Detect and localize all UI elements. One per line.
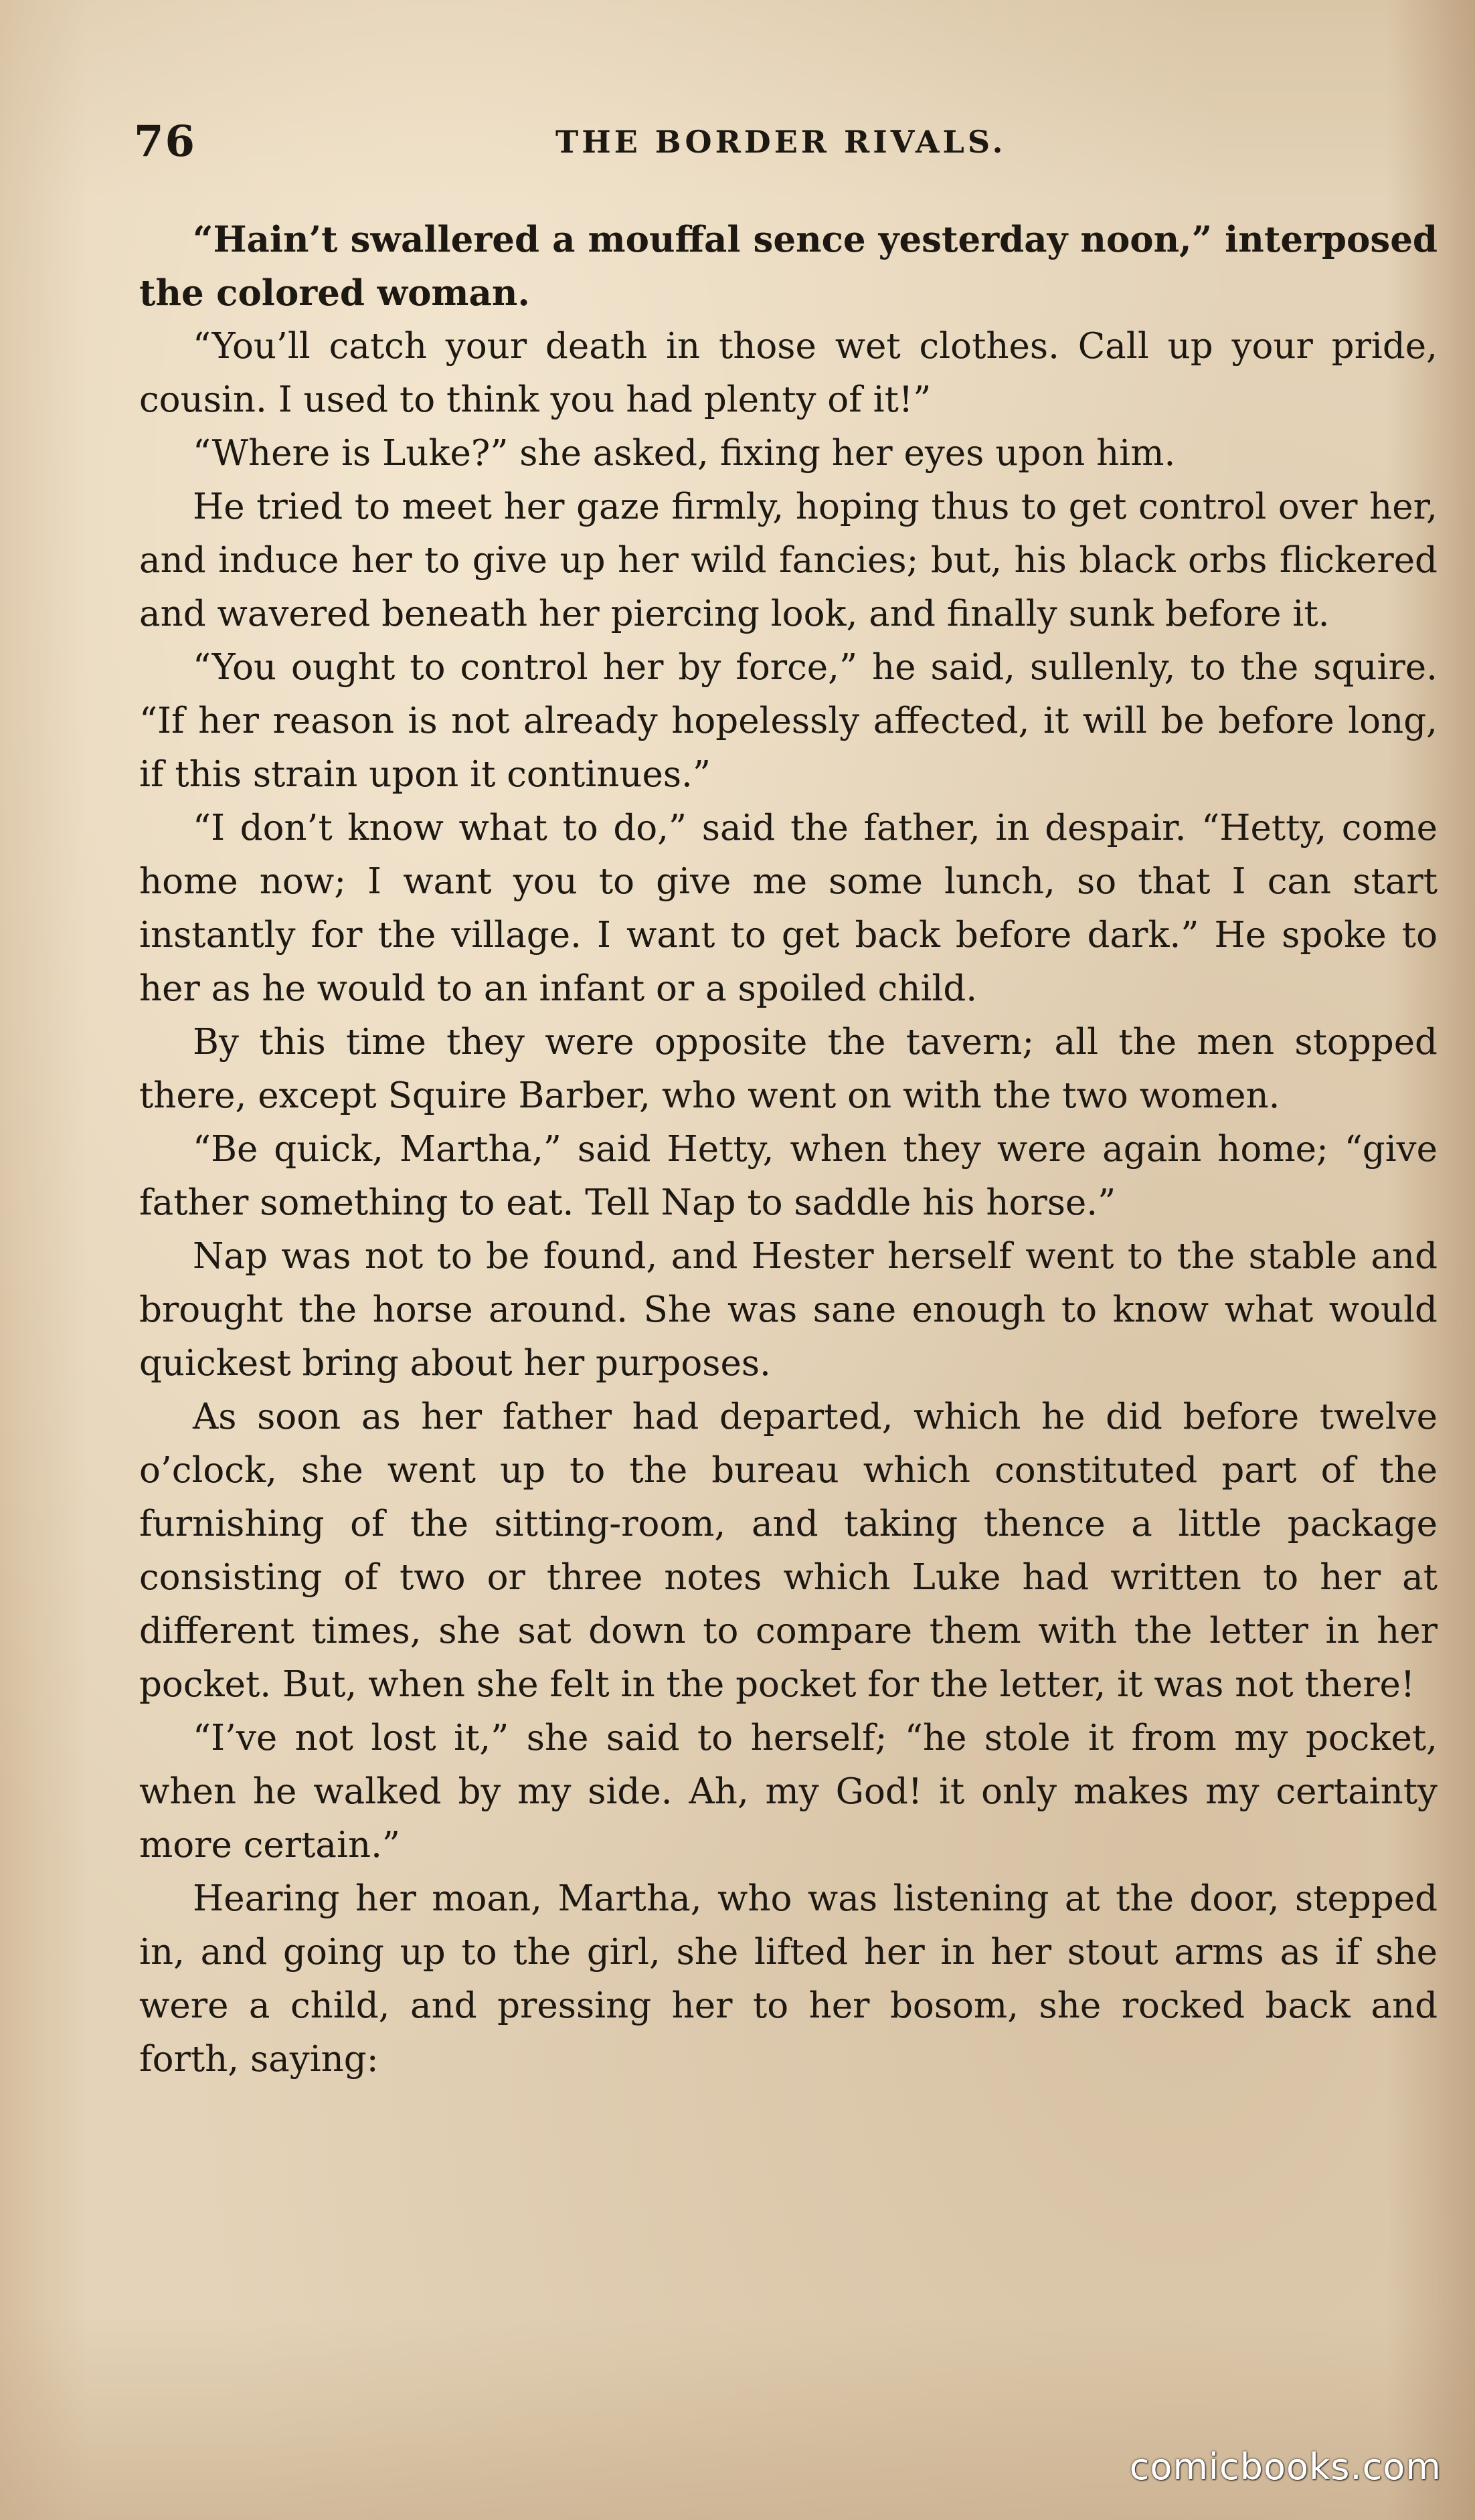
paragraph: “Hain’t swallered a mouffal sence yesterday noon,” interposed the colored woman. [139,219,1438,314]
paragraph: As soon as her father had departed, which he did before twelve o’clock, she went up to the bureau which constituted part of the furnishing of the sitting-room, and taking thence a little package consisting of two or three notes which Luke had written to her at different times, she sat down to compare them with the letter in her pocket. But, when she felt in the pocket for the letter, it was not there! [139,1397,1438,1705]
paragraph: By this time they were opposite the tavern; all the men stopped there, except Squire Barber, who went on with the two women. [139,1022,1438,1116]
paragraph: “Be quick, Martha,” said Hetty, when they were again home; “give father something to eat. Tell Nap to saddle his horse.” [139,1129,1438,1223]
paragraph: “You ought to control her by force,” he said, sullenly, to the squire. “If her reason is not already hopelessly affected, it will be before long, if this strain upon it continues.” [139,647,1438,795]
page-header [134,115,1439,169]
page-number: 76 [134,116,197,167]
site-watermark: comicbooks.com [1129,2446,1442,2488]
running-head: THE BORDER RIVALS. [555,124,1007,160]
paragraph: Hearing her moan, Martha, who was listening at the door, stepped in, and going up to the girl, she lifted her in her stout arms as if she were a child, and pressing her to her bosom, she rocked back and forth, saying: [139,1878,1438,2080]
paragraph: “I don’t know what to do,” said the father, in despair. “Hetty, come home now; I want you to give me some lunch, so that I can start instantly for the village. I want to get back before dark.” He spoke to her as he would to an infant or a spoiled child. [139,808,1438,1009]
paragraph: Nap was not to be found, and Hester herself went to the stable and brought the horse around. She was sane enough to know what would quickest bring about her purposes. [139,1236,1438,1384]
paragraph: “You’ll catch your death in those wet clothes. Call up your pride, cousin. I used to think you had plenty of it!” [139,326,1438,420]
body-text [139,213,1438,2086]
paragraph: He tried to meet her gaze firmly, hoping thus to get control over her, and induce her to give up her wild fancies; but, his black orbs flickered and wavered beneath her piercing look, and finally sunk before it. [139,486,1438,634]
paragraph: “I’ve not lost it,” she said to herself; “he stole it from my pocket, when he walked by my side. Ah, my God! it only makes my certainty more certain.” [139,1718,1438,1866]
paragraph: “Where is Luke?” she asked, fixing her eyes upon him. [193,433,1176,474]
